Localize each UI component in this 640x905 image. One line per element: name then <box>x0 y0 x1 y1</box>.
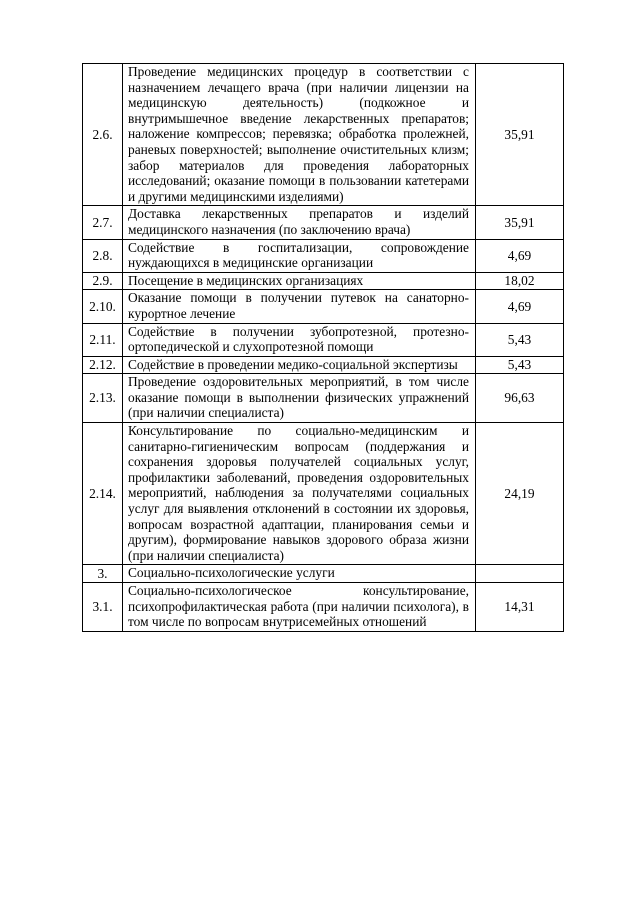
price-cell: 4,69 <box>476 290 564 323</box>
price-cell: 5,43 <box>476 356 564 374</box>
service-description-cell: Проведение оздоровительных мероприятий, в том числе оказание помощи в выполнении физических упражнений (при наличии специалиста) <box>123 374 476 423</box>
row-number-cell: 2.8. <box>83 239 123 272</box>
price-cell: 35,91 <box>476 206 564 239</box>
table-row <box>83 290 564 323</box>
price-cell: 35,91 <box>476 64 564 206</box>
table-section-row <box>83 565 564 583</box>
table-row <box>83 239 564 272</box>
table-row <box>83 374 564 423</box>
service-description-cell: Доставка лекарственных препаратов и изделий медицинского назначения (по заключению врача) <box>123 206 476 239</box>
section-title-cell: Социально-психологические услуги <box>123 565 476 583</box>
row-number-cell: 2.11. <box>83 323 123 356</box>
service-description-cell: Консультирование по социально-медицинским и санитарно-гигиеническим вопросам (поддержания и сохранения здоровья получателей социальных услуг, профилактики заболеваний, проведения оздоровительных мероприятий, наблюдения за получателями социальных услуг для выявления отклонений в состоянии их здоровья, вопросам возрастной адаптации, планирования семьи и другим), формирование навыков здорового образа жизни (при наличии специалиста) <box>123 423 476 565</box>
price-cell: 14,31 <box>476 583 564 632</box>
service-description-cell: Оказание помощи в получении путевок на санаторно-курортное лечение <box>123 290 476 323</box>
table-row <box>83 64 564 206</box>
table-row <box>83 356 564 374</box>
table-row <box>83 423 564 565</box>
row-number-cell: 2.7. <box>83 206 123 239</box>
row-number-cell: 2.14. <box>83 423 123 565</box>
price-cell: 24,19 <box>476 423 564 565</box>
services-price-table <box>82 63 564 632</box>
price-cell: 4,69 <box>476 239 564 272</box>
row-number-cell: 3.1. <box>83 583 123 632</box>
price-cell <box>476 565 564 583</box>
table-row <box>83 206 564 239</box>
table-row <box>83 323 564 356</box>
row-number-cell: 2.10. <box>83 290 123 323</box>
service-description-cell: Содействие в проведении медико-социальной экспертизы <box>123 356 476 374</box>
row-number-cell: 2.13. <box>83 374 123 423</box>
row-number-cell: 2.12. <box>83 356 123 374</box>
price-cell: 18,02 <box>476 272 564 290</box>
table-row <box>83 583 564 632</box>
service-description-cell: Посещение в медицинских организациях <box>123 272 476 290</box>
price-cell: 5,43 <box>476 323 564 356</box>
service-description-cell: Проведение медицинских процедур в соответствии с назначением лечащего врача (при наличии лицензии на медицинскую деятельность) (подкожное и внутримышечное введение лекарственных препаратов; наложение компрессов; перевязка; обработка пролежней, раневых поверхностей; выполнение очистительных клизм; забор материалов для проведения лабораторных исследований; оказание помощи в пользовании катетерами и другими медицинскими изделиями) <box>123 64 476 206</box>
service-description-cell: Социально-психологическое консультирование, психопрофилактическая работа (при наличии психолога), в том числе по вопросам внутрисемейных отношений <box>123 583 476 632</box>
section-number-cell: 3. <box>83 565 123 583</box>
service-description-cell: Содействие в получении зубопротезной, протезно-ортопедической и слухопротезной помощи <box>123 323 476 356</box>
price-cell: 96,63 <box>476 374 564 423</box>
row-number-cell: 2.9. <box>83 272 123 290</box>
row-number-cell: 2.6. <box>83 64 123 206</box>
table-row <box>83 272 564 290</box>
service-description-cell: Содействие в госпитализации, сопровождение нуждающихся в медицинские организации <box>123 239 476 272</box>
